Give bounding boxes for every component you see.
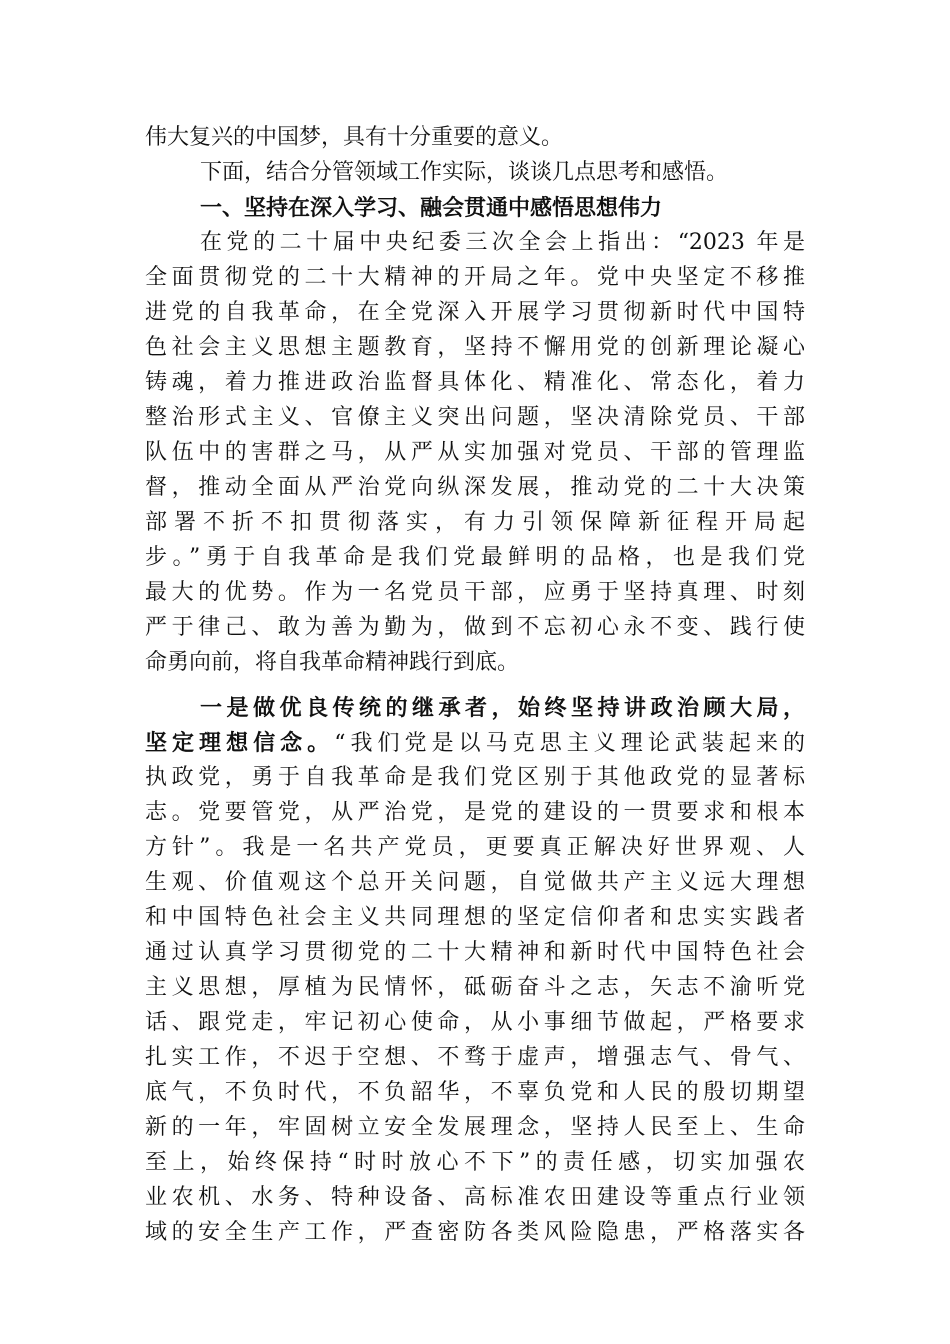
paragraph-line: 伟大复兴的中国梦，具有十分重要的意义。 [145, 125, 564, 150]
paragraph-line: 方针”。我是一名共产党员，更要真正解决好世界观、人 [145, 835, 805, 860]
paragraph-line: 最大的优势。作为一名党员干部，应勇于坚持真理、时刻 [145, 580, 805, 605]
paragraph-line: 下面，结合分管领域工作实际，谈谈几点思考和感悟。 [200, 160, 729, 185]
paragraph-line: 生观、价值观这个总开关问题，自觉做共产主义远大理想 [145, 870, 805, 895]
paragraph-line: 全面贯彻党的二十大精神的开局之年。党中央坚定不移推 [145, 265, 805, 290]
paragraph-line: 执政党，勇于自我革命是我们党区别于其他政党的显著标 [145, 765, 805, 790]
paragraph-line: 域的安全生产工作，严查密防各类风险隐患，严格落实各 [145, 1220, 805, 1245]
paragraph-line: 严于律己、敢为善为勤为，做到不忘初心永不变、践行使 [145, 615, 805, 640]
paragraph-line: 新的一年，牢固树立安全发展理念，坚持人民至上、生命 [145, 1115, 805, 1140]
subsection-heading-continuation: 坚定理想信念。 [145, 730, 335, 756]
paragraph-line: 部署不折不扣贯彻落实，有力引领保障新征程开局起 [145, 510, 805, 535]
paragraph-line: 铸魂，着力推进政治监督具体化、精准化、常态化，着力 [145, 370, 805, 395]
paragraph-line: 进党的自我革命，在全党深入开展学习贯彻新时代中国特 [145, 300, 805, 325]
paragraph-line: 督，推动全面从严治党向纵深发展，推动党的二十大决策 [145, 475, 805, 500]
subsection-heading: 一是做优良传统的继承者，始终坚持讲政治顾大局， [200, 695, 805, 721]
paragraph-line: 和中国特色社会主义共同理想的坚定信仰者和忠实实践者 [145, 905, 805, 930]
paragraph-line: 话、跟党走，牢记初心使命，从小事细节做起，严格要求 [145, 1010, 805, 1035]
paragraph-line: 扎实工作，不迟于空想、不骛于虚声，增强志气、骨气、 [145, 1045, 805, 1070]
paragraph-line: 在党的二十届中央纪委三次全会上指出：“2023 年是 [200, 230, 805, 255]
paragraph-line: 底气，不负时代，不负韶华，不辜负党和人民的殷切期望 [145, 1080, 805, 1105]
paragraph-line: 色社会主义思想主题教育，坚持不懈用党的创新理论凝心 [145, 335, 805, 360]
paragraph-text: “我们党是以马克思主义理论武装起来的 [334, 731, 805, 756]
paragraph-line: 通过认真学习贯彻党的二十大精神和新时代中国特色社会 [145, 940, 805, 965]
paragraph-line: 步。”勇于自我革命是我们党最鲜明的品格，也是我们党 [145, 545, 805, 570]
paragraph-line-mixed [145, 723, 805, 763]
paragraph-line: 命勇向前，将自我革命精神践行到底。 [145, 650, 520, 675]
paragraph-line: 业农机、水务、特种设备、高标准农田建设等重点行业领 [145, 1185, 805, 1210]
section-heading: 一、坚持在深入学习、融会贯通中感悟思想伟力 [200, 195, 663, 221]
paragraph-line: 主义思想，厚植为民情怀，砥砺奋斗之志，矢志不渝听党 [145, 975, 805, 1000]
paragraph-line: 志。党要管党，从严治党，是党的建设的一贯要求和根本 [145, 800, 805, 825]
paragraph-line: 队伍中的害群之马，从严从实加强对党员、干部的管理监 [145, 440, 805, 465]
paragraph-line: 至上，始终保持“时时放心不下”的责任感，切实加强农 [145, 1150, 805, 1175]
paragraph-line: 整治形式主义、官僚主义突出问题，坚决清除党员、干部 [145, 405, 805, 430]
